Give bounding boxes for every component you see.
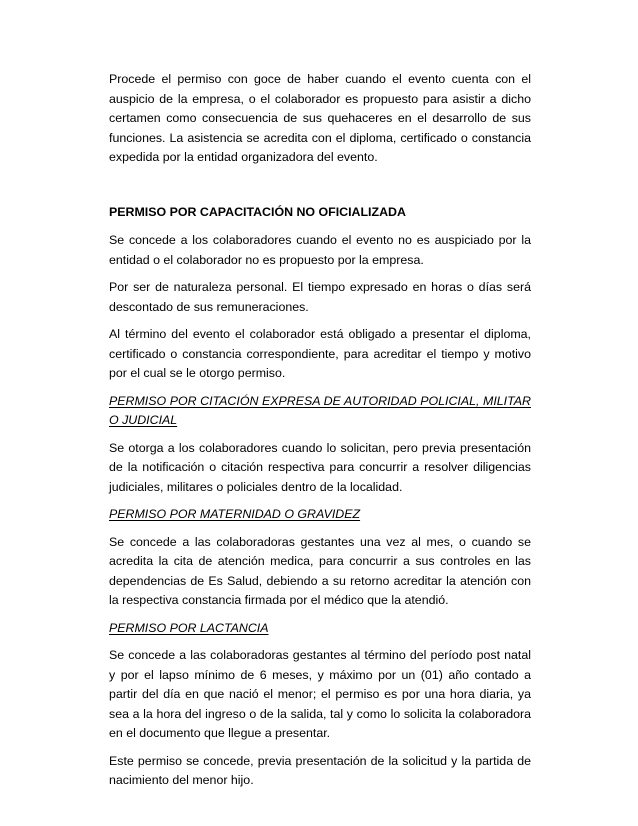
spacer (109, 611, 531, 619)
paragraph-citacion: Se otorga a los colaboradores cuando lo solicitan, pero previa presentación de la notificación o citación respectiva para concurrir a resolver diligencias judiciales, militares o policiales dentro de la localidad. (109, 440, 531, 494)
spacer (109, 497, 531, 505)
spacer (109, 222, 531, 231)
heading-lactancia: PERMISO POR LACTANCIA (109, 620, 269, 635)
paragraph-lactancia-1: Se concede a las colaboradoras gestantes al término del período post natal y por el lapso mínimo de 6 meses, y máximo por un (01) año contado a partir del día en que nació el menor; el permiso es por una hora diaria, ya sea a la hora del ingreso o de la salida, tal y como lo solicita la colaboradora en el documento que llegue a presentar. (109, 648, 531, 740)
spacer (109, 431, 531, 439)
paragraph-lactancia-2: Este permiso se concede, previa presentación de la solicitud y la partida de nacimiento del menor hijo. (109, 753, 531, 787)
spacer (109, 270, 531, 278)
spacer (109, 168, 531, 203)
paragraph-capacitacion-2: Por ser de naturaleza personal. El tiempo expresado en horas o días será descontado de sus remuneraciones. (109, 280, 531, 314)
spacer (109, 744, 531, 752)
paragraph-maternidad: Se concede a las colaboradoras gestantes una vez al mes, o cuando se acredita la cita de atención medica, para concurrir a sus controles en las dependencias de Es Salud, debiendo a su retorno acreditar la atención con la respectiva constancia firmada por el médico que la atendió. (109, 534, 531, 607)
heading-citacion: PERMISO POR CITACIÓN EXPRESA DE AUTORIDAD POLICIAL, MILITAR O JUDICIAL (109, 393, 531, 427)
heading-capacitacion: PERMISO POR CAPACITACIÓN NO OFICIALIZADA (109, 204, 406, 219)
heading-maternidad: PERMISO POR MATERNIDAD O GRAVIDEZ (109, 507, 361, 521)
paragraph-capacitacion-3: Al término del evento el colaborador está obligado a presentar el diploma, certificado o constancia correspondiente, para acreditar el tiempo y motivo por el cual se le otorgo permiso. (109, 327, 531, 380)
paragraph-capacitacion-1: Se concede a los colaboradores cuando el evento no es auspiciado por la entidad o el colaborador no es propuesto por la empresa. (109, 233, 531, 267)
document-page (109, 70, 531, 791)
spacer (109, 638, 531, 646)
spacer (109, 317, 531, 325)
spacer (109, 384, 531, 392)
spacer (109, 525, 531, 533)
paragraph-intro: Procede el permiso con goce de haber cuando el evento cuenta con el auspicio de la empresa, o el colaborador es propuesto para asistir a dicho certamen como consecuencia de sus quehaceres en el desarrollo de sus funciones. La asistencia se acredita con el diploma, certificado o constancia expedida por la entidad organizadora del evento. (109, 72, 531, 164)
